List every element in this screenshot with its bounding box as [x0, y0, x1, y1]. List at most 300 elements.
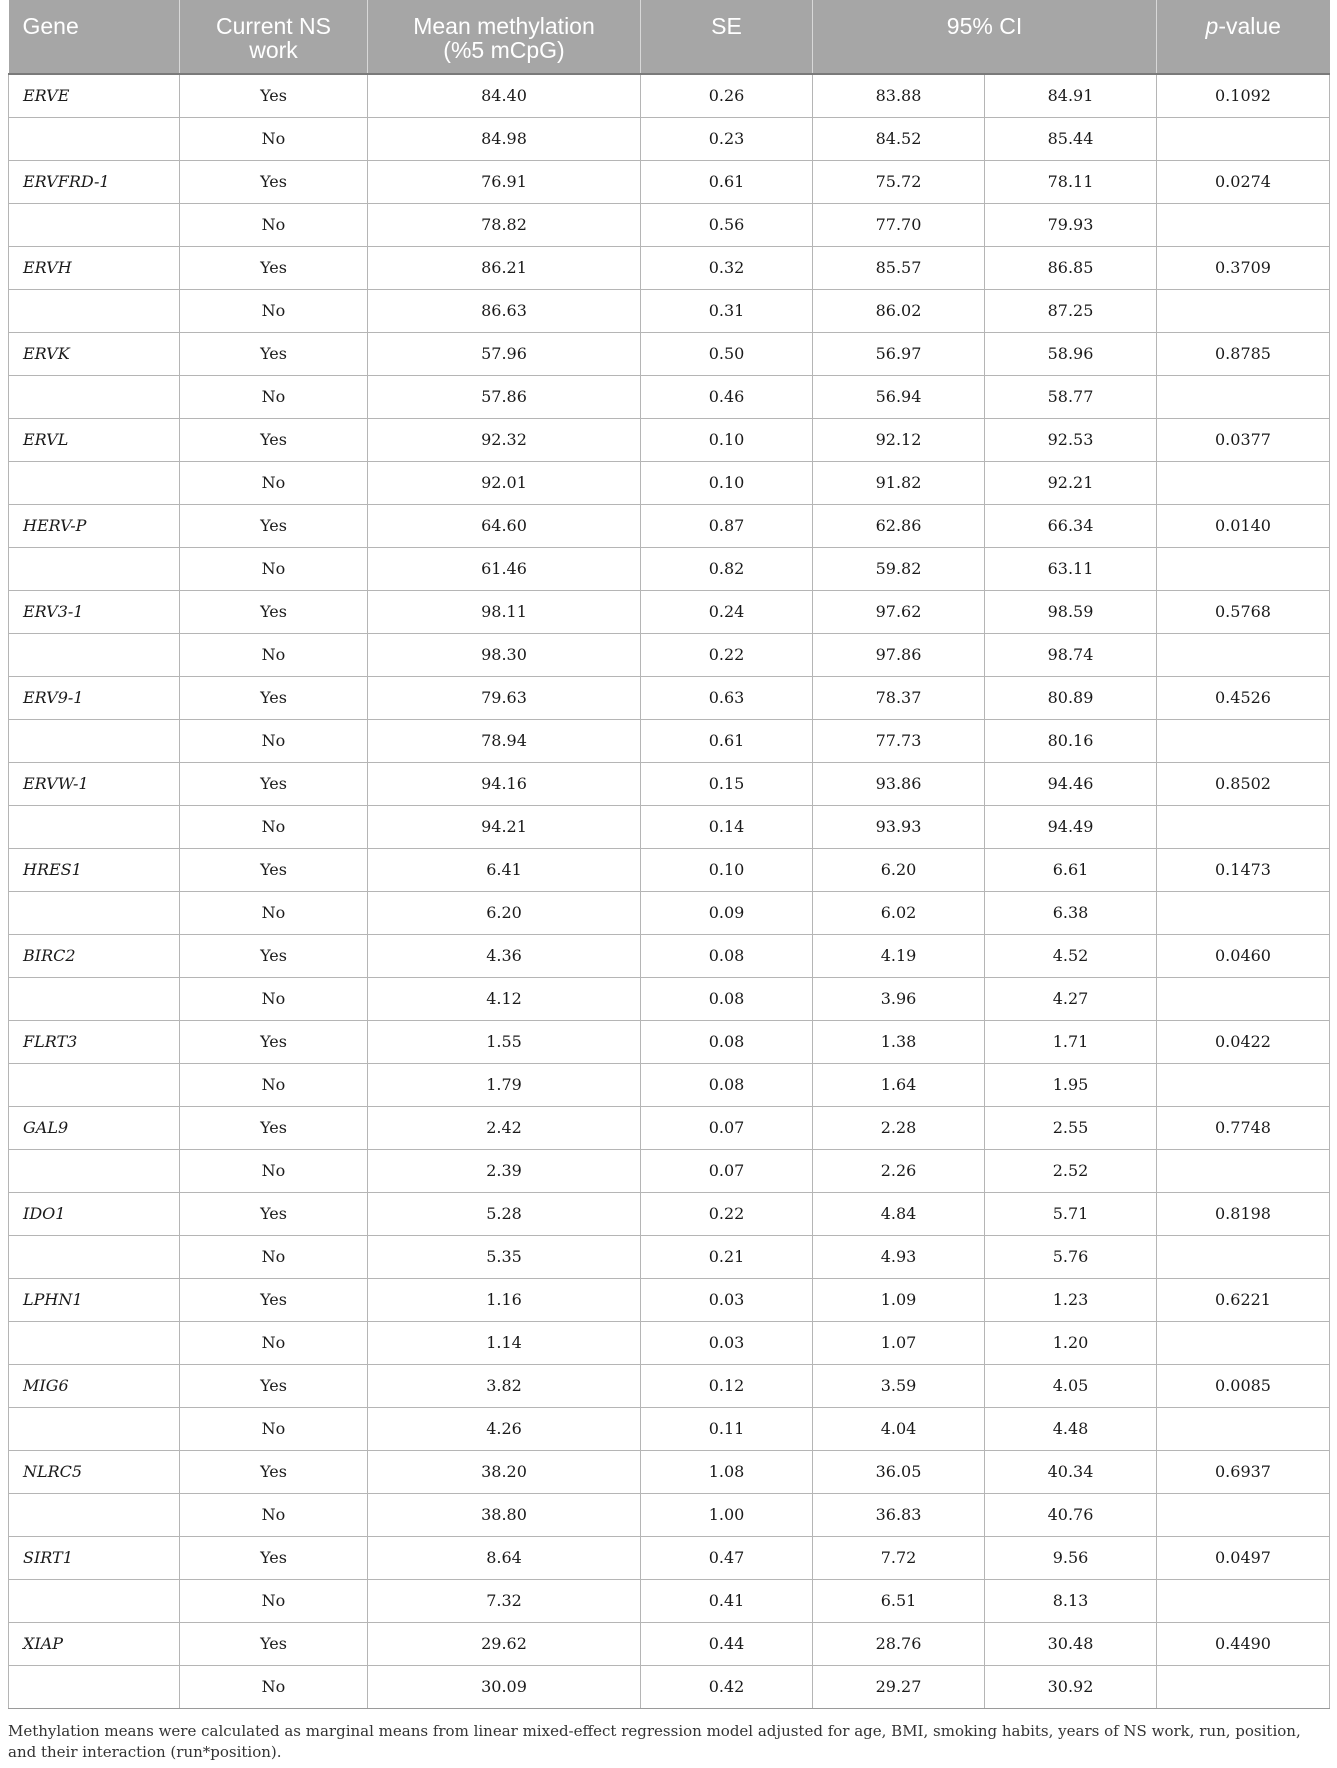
- gene-cell: [9, 891, 180, 934]
- mean-cell: 38.80: [368, 1493, 641, 1536]
- ci-lower-cell: 97.62: [813, 590, 985, 633]
- ci-upper-cell: 2.55: [985, 1106, 1157, 1149]
- table-row: [9, 547, 1330, 590]
- ns-work-cell: No: [180, 117, 368, 160]
- se-cell: 0.12: [641, 1364, 813, 1407]
- gene-cell: [9, 1235, 180, 1278]
- ci-lower-cell: 78.37: [813, 676, 985, 719]
- mean-cell: 1.55: [368, 1020, 641, 1063]
- table-row: [9, 74, 1330, 117]
- p-value-cell: 0.3709: [1157, 246, 1330, 289]
- ns-work-cell: Yes: [180, 1622, 368, 1665]
- ci-upper-cell: 9.56: [985, 1536, 1157, 1579]
- p-value-cell: 0.0422: [1157, 1020, 1330, 1063]
- ci-lower-cell: 1.64: [813, 1063, 985, 1106]
- ci-upper-cell: 80.89: [985, 676, 1157, 719]
- mean-cell: 84.98: [368, 117, 641, 160]
- table-row: [9, 1235, 1330, 1278]
- ci-upper-cell: 92.53: [985, 418, 1157, 461]
- methylation-table: [8, 0, 1330, 1709]
- table-row: [9, 418, 1330, 461]
- ci-upper-cell: 30.92: [985, 1665, 1157, 1708]
- ns-work-cell: Yes: [180, 590, 368, 633]
- table-row: [9, 332, 1330, 375]
- table-row: [9, 1622, 1330, 1665]
- table-row: [9, 977, 1330, 1020]
- ci-lower-cell: 1.09: [813, 1278, 985, 1321]
- p-value-cell: [1157, 375, 1330, 418]
- ci-upper-cell: 80.16: [985, 719, 1157, 762]
- ci-upper-cell: 40.34: [985, 1450, 1157, 1493]
- p-value-cell: [1157, 1063, 1330, 1106]
- gene-cell: ERVH: [9, 246, 180, 289]
- ci-lower-cell: 4.93: [813, 1235, 985, 1278]
- se-cell: 0.11: [641, 1407, 813, 1450]
- gene-cell: [9, 117, 180, 160]
- mean-cell: 4.12: [368, 977, 641, 1020]
- header-row: [9, 0, 1330, 74]
- ci-lower-cell: 59.82: [813, 547, 985, 590]
- gene-cell: [9, 1493, 180, 1536]
- ns-work-cell: No: [180, 1149, 368, 1192]
- table-row: [9, 1579, 1330, 1622]
- ci-upper-cell: 94.49: [985, 805, 1157, 848]
- mean-cell: 61.46: [368, 547, 641, 590]
- mean-cell: 4.36: [368, 934, 641, 977]
- p-value-cell: [1157, 1149, 1330, 1192]
- table-row: [9, 461, 1330, 504]
- ns-work-cell: No: [180, 891, 368, 934]
- ci-lower-cell: 3.96: [813, 977, 985, 1020]
- p-value-cell: [1157, 1579, 1330, 1622]
- p-value-cell: [1157, 1665, 1330, 1708]
- ci-lower-cell: 6.20: [813, 848, 985, 891]
- ci-upper-cell: 5.71: [985, 1192, 1157, 1235]
- mean-cell: 2.39: [368, 1149, 641, 1192]
- gene-cell: GAL9: [9, 1106, 180, 1149]
- ci-lower-cell: 4.19: [813, 934, 985, 977]
- mean-cell: 3.82: [368, 1364, 641, 1407]
- ci-upper-cell: 1.23: [985, 1278, 1157, 1321]
- ci-upper-cell: 87.25: [985, 289, 1157, 332]
- se-cell: 0.08: [641, 934, 813, 977]
- ci-lower-cell: 2.28: [813, 1106, 985, 1149]
- p-value-cell: 0.6221: [1157, 1278, 1330, 1321]
- table-row: [9, 848, 1330, 891]
- ns-work-cell: No: [180, 1321, 368, 1364]
- ci-lower-cell: 77.70: [813, 203, 985, 246]
- gene-cell: IDO1: [9, 1192, 180, 1235]
- table-row: [9, 1665, 1330, 1708]
- table-row: [9, 805, 1330, 848]
- ci-lower-cell: 28.76: [813, 1622, 985, 1665]
- p-value-cell: [1157, 633, 1330, 676]
- ci-upper-cell: 4.48: [985, 1407, 1157, 1450]
- p-value-cell: 0.8502: [1157, 762, 1330, 805]
- gene-cell: ERVW-1: [9, 762, 180, 805]
- table-row: [9, 1192, 1330, 1235]
- se-cell: 0.42: [641, 1665, 813, 1708]
- ci-upper-cell: 2.52: [985, 1149, 1157, 1192]
- gene-cell: [9, 1665, 180, 1708]
- table-row: [9, 289, 1330, 332]
- gene-cell: MIG6: [9, 1364, 180, 1407]
- ns-work-cell: Yes: [180, 1450, 368, 1493]
- p-value-cell: [1157, 461, 1330, 504]
- ns-work-cell: No: [180, 1407, 368, 1450]
- ns-work-cell: Yes: [180, 1536, 368, 1579]
- header-95-ci: 95% CI: [813, 0, 1157, 74]
- p-value-cell: 0.0377: [1157, 418, 1330, 461]
- table-figure: [8, 0, 1329, 1763]
- ns-work-cell: No: [180, 633, 368, 676]
- ci-lower-cell: 7.72: [813, 1536, 985, 1579]
- gene-cell: [9, 1321, 180, 1364]
- mean-cell: 64.60: [368, 504, 641, 547]
- table-row: [9, 590, 1330, 633]
- ci-upper-cell: 1.20: [985, 1321, 1157, 1364]
- ci-upper-cell: 78.11: [985, 160, 1157, 203]
- ci-upper-cell: 30.48: [985, 1622, 1157, 1665]
- mean-cell: 57.86: [368, 375, 641, 418]
- gene-cell: ERVFRD-1: [9, 160, 180, 203]
- ci-upper-cell: 1.71: [985, 1020, 1157, 1063]
- mean-cell: 38.20: [368, 1450, 641, 1493]
- gene-cell: XIAP: [9, 1622, 180, 1665]
- table-row: [9, 1536, 1330, 1579]
- ns-work-cell: No: [180, 203, 368, 246]
- se-cell: 0.82: [641, 547, 813, 590]
- table-row: [9, 1278, 1330, 1321]
- p-value-cell: 0.8198: [1157, 1192, 1330, 1235]
- ci-lower-cell: 84.52: [813, 117, 985, 160]
- gene-cell: [9, 1579, 180, 1622]
- p-value-cell: 0.8785: [1157, 332, 1330, 375]
- table-row: [9, 934, 1330, 977]
- ci-upper-cell: 94.46: [985, 762, 1157, 805]
- gene-cell: ERVL: [9, 418, 180, 461]
- gene-cell: [9, 977, 180, 1020]
- ci-upper-cell: 4.27: [985, 977, 1157, 1020]
- se-cell: 0.07: [641, 1149, 813, 1192]
- ns-work-cell: No: [180, 1493, 368, 1536]
- mean-cell: 29.62: [368, 1622, 641, 1665]
- table-row: [9, 1407, 1330, 1450]
- mean-cell: 57.96: [368, 332, 641, 375]
- ci-lower-cell: 1.07: [813, 1321, 985, 1364]
- mean-cell: 78.82: [368, 203, 641, 246]
- p-value-cell: [1157, 1493, 1330, 1536]
- ns-work-cell: No: [180, 1665, 368, 1708]
- ci-upper-cell: 66.34: [985, 504, 1157, 547]
- table-row: [9, 1063, 1330, 1106]
- mean-cell: 1.79: [368, 1063, 641, 1106]
- gene-cell: HRES1: [9, 848, 180, 891]
- gene-cell: NLRC5: [9, 1450, 180, 1493]
- header-mean-line2: (%5 mCpG): [443, 37, 565, 63]
- se-cell: 0.09: [641, 891, 813, 934]
- ci-lower-cell: 93.86: [813, 762, 985, 805]
- header-gene: Gene: [22, 13, 79, 39]
- p-value-cell: [1157, 719, 1330, 762]
- p-value-cell: 0.0460: [1157, 934, 1330, 977]
- table-row: [9, 160, 1330, 203]
- ci-upper-cell: 86.85: [985, 246, 1157, 289]
- header-se: SE: [641, 0, 813, 74]
- mean-cell: 1.16: [368, 1278, 641, 1321]
- p-value-cell: [1157, 1407, 1330, 1450]
- mean-cell: 5.28: [368, 1192, 641, 1235]
- ci-lower-cell: 29.27: [813, 1665, 985, 1708]
- ns-work-cell: Yes: [180, 676, 368, 719]
- se-cell: 0.24: [641, 590, 813, 633]
- ci-upper-cell: 4.52: [985, 934, 1157, 977]
- ci-lower-cell: 62.86: [813, 504, 985, 547]
- p-value-cell: [1157, 289, 1330, 332]
- ci-upper-cell: 6.61: [985, 848, 1157, 891]
- ns-work-cell: Yes: [180, 246, 368, 289]
- header-ns-line2: work: [249, 37, 298, 63]
- mean-cell: 79.63: [368, 676, 641, 719]
- se-cell: 1.08: [641, 1450, 813, 1493]
- gene-cell: [9, 1063, 180, 1106]
- se-cell: 0.10: [641, 461, 813, 504]
- gene-cell: ERVK: [9, 332, 180, 375]
- p-value-cell: 0.4490: [1157, 1622, 1330, 1665]
- se-cell: 0.03: [641, 1321, 813, 1364]
- mean-cell: 84.40: [368, 74, 641, 117]
- gene-cell: [9, 203, 180, 246]
- ci-upper-cell: 1.95: [985, 1063, 1157, 1106]
- table-row: [9, 719, 1330, 762]
- ns-work-cell: Yes: [180, 1278, 368, 1321]
- se-cell: 0.14: [641, 805, 813, 848]
- gene-cell: ERV3-1: [9, 590, 180, 633]
- p-value-cell: [1157, 1321, 1330, 1364]
- se-cell: 0.22: [641, 1192, 813, 1235]
- mean-cell: 92.01: [368, 461, 641, 504]
- mean-cell: 1.14: [368, 1321, 641, 1364]
- se-cell: 0.21: [641, 1235, 813, 1278]
- se-cell: 0.15: [641, 762, 813, 805]
- p-value-cell: [1157, 547, 1330, 590]
- ci-upper-cell: 40.76: [985, 1493, 1157, 1536]
- mean-cell: 7.32: [368, 1579, 641, 1622]
- ci-lower-cell: 97.86: [813, 633, 985, 676]
- se-cell: 0.08: [641, 977, 813, 1020]
- se-cell: 0.61: [641, 160, 813, 203]
- gene-cell: [9, 289, 180, 332]
- gene-cell: ERVE: [9, 74, 180, 117]
- mean-cell: 98.30: [368, 633, 641, 676]
- se-cell: 0.26: [641, 74, 813, 117]
- ci-upper-cell: 98.59: [985, 590, 1157, 633]
- se-cell: 0.31: [641, 289, 813, 332]
- ns-work-cell: No: [180, 375, 368, 418]
- ci-lower-cell: 4.04: [813, 1407, 985, 1450]
- ci-upper-cell: 5.76: [985, 1235, 1157, 1278]
- ci-lower-cell: 36.83: [813, 1493, 985, 1536]
- mean-cell: 2.42: [368, 1106, 641, 1149]
- mean-cell: 5.35: [368, 1235, 641, 1278]
- table-row: [9, 117, 1330, 160]
- table-row: [9, 762, 1330, 805]
- gene-cell: [9, 1407, 180, 1450]
- ns-work-cell: No: [180, 289, 368, 332]
- ns-work-cell: Yes: [180, 762, 368, 805]
- ci-upper-cell: 58.96: [985, 332, 1157, 375]
- ns-work-cell: No: [180, 547, 368, 590]
- ns-work-cell: Yes: [180, 332, 368, 375]
- ns-work-cell: Yes: [180, 848, 368, 891]
- gene-cell: [9, 633, 180, 676]
- ns-work-cell: No: [180, 1235, 368, 1278]
- ci-lower-cell: 2.26: [813, 1149, 985, 1192]
- table-body: [9, 74, 1330, 1708]
- mean-cell: 8.64: [368, 1536, 641, 1579]
- table-row: [9, 1493, 1330, 1536]
- ns-work-cell: No: [180, 719, 368, 762]
- mean-cell: 4.26: [368, 1407, 641, 1450]
- header-p-value: [1157, 0, 1330, 74]
- ns-work-cell: No: [180, 461, 368, 504]
- table-row: [9, 246, 1330, 289]
- se-cell: 0.32: [641, 246, 813, 289]
- p-value-cell: [1157, 203, 1330, 246]
- table-row: [9, 1364, 1330, 1407]
- ci-lower-cell: 85.57: [813, 246, 985, 289]
- table-row: [9, 1020, 1330, 1063]
- mean-cell: 78.94: [368, 719, 641, 762]
- ci-upper-cell: 4.05: [985, 1364, 1157, 1407]
- ci-lower-cell: 75.72: [813, 160, 985, 203]
- ci-upper-cell: 63.11: [985, 547, 1157, 590]
- se-cell: 0.08: [641, 1020, 813, 1063]
- ci-lower-cell: 77.73: [813, 719, 985, 762]
- header-ns-line1: Current NS: [215, 13, 332, 39]
- gene-cell: [9, 461, 180, 504]
- header-current-ns-work: [180, 0, 368, 74]
- p-value-cell: 0.7748: [1157, 1106, 1330, 1149]
- ns-work-cell: Yes: [180, 74, 368, 117]
- mean-cell: 86.21: [368, 246, 641, 289]
- mean-cell: 92.32: [368, 418, 641, 461]
- p-value-cell: 0.6937: [1157, 1450, 1330, 1493]
- table-row: [9, 504, 1330, 547]
- ci-lower-cell: 4.84: [813, 1192, 985, 1235]
- se-cell: 1.00: [641, 1493, 813, 1536]
- se-cell: 0.08: [641, 1063, 813, 1106]
- ci-lower-cell: 86.02: [813, 289, 985, 332]
- se-cell: 0.50: [641, 332, 813, 375]
- table-row: [9, 1321, 1330, 1364]
- gene-cell: FLRT3: [9, 1020, 180, 1063]
- gene-cell: [9, 1149, 180, 1192]
- table-row: [9, 1450, 1330, 1493]
- se-cell: 0.10: [641, 848, 813, 891]
- header-p-italic: p: [1205, 13, 1219, 39]
- p-value-cell: [1157, 1235, 1330, 1278]
- mean-cell: 94.16: [368, 762, 641, 805]
- p-value-cell: [1157, 891, 1330, 934]
- ci-lower-cell: 83.88: [813, 74, 985, 117]
- mean-cell: 98.11: [368, 590, 641, 633]
- ns-work-cell: Yes: [180, 934, 368, 977]
- mean-cell: 6.41: [368, 848, 641, 891]
- ci-lower-cell: 1.38: [813, 1020, 985, 1063]
- se-cell: 0.63: [641, 676, 813, 719]
- ns-work-cell: No: [180, 1063, 368, 1106]
- ns-work-cell: Yes: [180, 1106, 368, 1149]
- ns-work-cell: Yes: [180, 1364, 368, 1407]
- gene-cell: [9, 375, 180, 418]
- gene-cell: [9, 547, 180, 590]
- p-value-cell: [1157, 977, 1330, 1020]
- gene-cell: SIRT1: [9, 1536, 180, 1579]
- ci-upper-cell: 58.77: [985, 375, 1157, 418]
- ci-lower-cell: 6.02: [813, 891, 985, 934]
- p-value-cell: [1157, 805, 1330, 848]
- p-value-cell: 0.1473: [1157, 848, 1330, 891]
- ci-upper-cell: 79.93: [985, 203, 1157, 246]
- se-cell: 0.07: [641, 1106, 813, 1149]
- ns-work-cell: Yes: [180, 1020, 368, 1063]
- ns-work-cell: No: [180, 805, 368, 848]
- se-cell: 0.22: [641, 633, 813, 676]
- p-value-cell: 0.0497: [1157, 1536, 1330, 1579]
- se-cell: 0.87: [641, 504, 813, 547]
- ci-lower-cell: 6.51: [813, 1579, 985, 1622]
- p-value-cell: 0.0274: [1157, 160, 1330, 203]
- ci-upper-cell: 85.44: [985, 117, 1157, 160]
- p-value-cell: 0.1092: [1157, 74, 1330, 117]
- ci-upper-cell: 98.74: [985, 633, 1157, 676]
- table-row: [9, 375, 1330, 418]
- se-cell: 0.47: [641, 1536, 813, 1579]
- se-cell: 0.61: [641, 719, 813, 762]
- ci-lower-cell: 56.94: [813, 375, 985, 418]
- gene-cell: HERV-P: [9, 504, 180, 547]
- ns-work-cell: Yes: [180, 504, 368, 547]
- mean-cell: 30.09: [368, 1665, 641, 1708]
- p-value-cell: 0.0085: [1157, 1364, 1330, 1407]
- se-cell: 0.56: [641, 203, 813, 246]
- ns-work-cell: No: [180, 977, 368, 1020]
- ns-work-cell: Yes: [180, 1192, 368, 1235]
- ns-work-cell: Yes: [180, 418, 368, 461]
- ci-upper-cell: 6.38: [985, 891, 1157, 934]
- gene-cell: [9, 719, 180, 762]
- ci-upper-cell: 84.91: [985, 74, 1157, 117]
- mean-cell: 6.20: [368, 891, 641, 934]
- mean-cell: 76.91: [368, 160, 641, 203]
- table-row: [9, 676, 1330, 719]
- se-cell: 0.44: [641, 1622, 813, 1665]
- table-row: [9, 1106, 1330, 1149]
- ci-lower-cell: 36.05: [813, 1450, 985, 1493]
- p-value-cell: 0.5768: [1157, 590, 1330, 633]
- table-footnote: Methylation means were calculated as marginal means from linear mixed-effect regression model adjusted for age, BMI, smoking habits, years of NS work, run, position, and their interaction (run*position).: [8, 1721, 1301, 1761]
- ci-lower-cell: 56.97: [813, 332, 985, 375]
- se-cell: 0.10: [641, 418, 813, 461]
- se-cell: 0.46: [641, 375, 813, 418]
- header-p-rest: -value: [1218, 13, 1281, 39]
- header-mean-methylation: [368, 0, 641, 74]
- p-value-cell: 0.0140: [1157, 504, 1330, 547]
- table-row: [9, 891, 1330, 934]
- ci-lower-cell: 93.93: [813, 805, 985, 848]
- ci-lower-cell: 3.59: [813, 1364, 985, 1407]
